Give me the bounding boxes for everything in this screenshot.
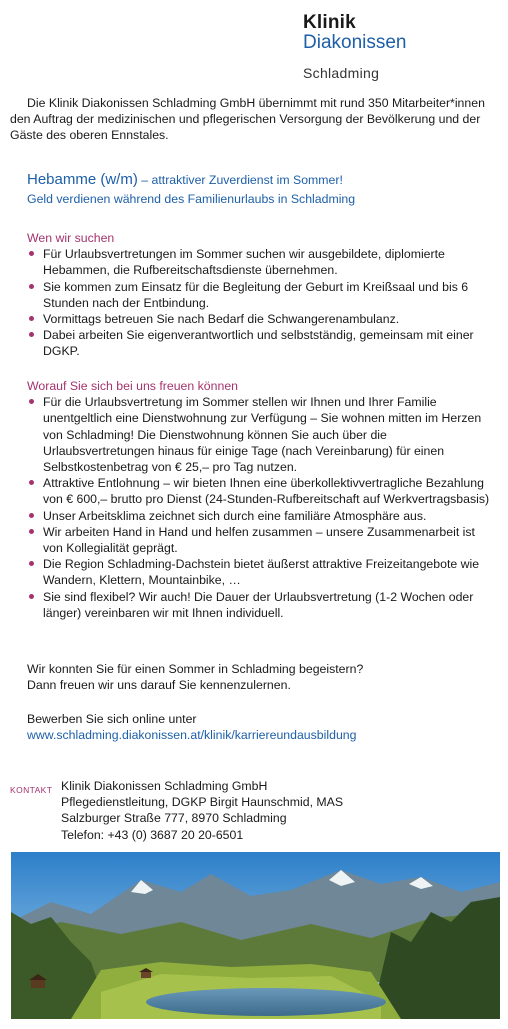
bullet-icon	[29, 594, 34, 599]
section-wanted	[27, 230, 495, 360]
bullet-icon	[29, 480, 34, 485]
section-offer	[27, 378, 495, 621]
list-item: Wir arbeiten Hand in Hand und helfen zusammen – unsere Zusammenarbeit ist von Kollegialität geprägt.	[27, 524, 495, 556]
closing-text	[27, 661, 487, 693]
offer-list	[27, 394, 495, 621]
job-title-suffix: – attraktiver Zuverdienst im Sommer!	[137, 173, 343, 187]
closing-line-2: Dann freuen wir uns darauf Sie kennenzulernen.	[27, 678, 291, 693]
contact-label: KONTAKT	[10, 785, 53, 795]
contact-address: Salzburger Straße 777, 8970 Schladming	[61, 811, 287, 826]
apply-block	[27, 711, 487, 743]
closing-line-1: Wir konnten Sie für einen Sommer in Schladming begeistern?	[27, 662, 364, 676]
list-item: Unser Arbeitsklima zeichnet sich durch eine familiäre Atmosphäre aus.	[27, 508, 495, 524]
job-title	[27, 170, 497, 190]
bullet-icon	[29, 513, 34, 518]
job-subtitle: Geld verdienen während des Familienurlaubs in Schladming	[27, 192, 356, 206]
list-item: Dabei arbeiten Sie eigenverantwortlich und selbstständig, gemeinsam mit einer DGKP.	[27, 327, 495, 359]
bullet-icon	[29, 284, 34, 289]
bullet-icon	[29, 251, 34, 256]
section-heading-wanted: Wen wir suchen	[27, 231, 115, 245]
list-item: Vormittags betreuen Sie nach Bedarf die Schwangerenambulanz.	[27, 311, 495, 327]
contact-person: Pflegedienstleitung, DGKP Birgit Haunschmid, MAS	[61, 795, 344, 810]
bullet-icon	[29, 332, 34, 337]
contact-phone: Telefon: +43 (0) 3687 20 20-6501	[61, 827, 244, 842]
wanted-list	[27, 246, 495, 359]
list-item: Sie sind flexibel? Wir auch! Die Dauer der Urlaubsvertretung (1-2 Wochen oder länger) vereinbaren wir mit Ihnen individuell.	[27, 589, 495, 621]
career-link[interactable]: www.schladming.diakonissen.at/klinik/karriereundausbildung	[27, 728, 357, 743]
list-item: Für Urlaubsvertretungen im Sommer suchen wir ausgebildete, diplomierte Hebammen, die Rufbereitschaftsdienste übernehmen.	[27, 246, 495, 278]
intro-paragraph: Die Klinik Diakonissen Schladming GmbH übernimmt mit rund 350 Mitarbeiter*innen den Auftrag der medizinischen und pflegerischen Versorgung der Bevölkerung und der Gäste des oberen Ennstales.	[10, 96, 485, 143]
bullet-icon	[29, 529, 34, 534]
list-item: Die Region Schladming-Dachstein bietet äußerst attraktive Freizeitangebote wie Wandern, Klettern, Mountainbike, …	[27, 556, 495, 588]
logo-line-diakonissen: Diakonissen	[303, 32, 407, 53]
section-heading-offer: Worauf Sie sich bei uns freuen können	[27, 379, 238, 393]
mountain-landscape-image	[11, 852, 500, 1019]
bullet-icon	[29, 316, 34, 321]
logo-line-schladming: Schladming	[303, 65, 380, 81]
logo-line-klinik: Klinik	[303, 12, 356, 33]
clinic-logo	[303, 13, 407, 81]
list-item: Attraktive Entlohnung – wir bieten Ihnen eine überkollektivvertragliche Bezahlung von € 600,– brutto pro Dienst (24-Stunden-Rufbereitschaft auf Werkvertragsbasis)	[27, 475, 495, 507]
job-title-main: Hebamme (w/m)	[27, 171, 138, 188]
contact-block	[61, 778, 481, 843]
bullet-icon	[29, 561, 34, 566]
contact-company: Klinik Diakonissen Schladming GmbH	[61, 779, 268, 793]
bullet-icon	[29, 399, 34, 404]
job-header	[27, 170, 497, 209]
list-item: Sie kommen zum Einsatz für die Begleitung der Geburt im Kreißsaal und bis 6 Stunden nach der Entbindung.	[27, 279, 495, 311]
list-item: Für die Urlaubsvertretung im Sommer stellen wir Ihnen und Ihrer Familie unentgeltlich eine Dienstwohnung zur Verfügung – Sie wohnen mitten im Herzen von Schladming! Die Dienstwohnung können Sie auch über die Urlaubsvertretungen hinaus für einige Tage (nach Vereinbarung) für einen Selbstkostenbetrag von € 25,– pro Tag nutzen.	[27, 394, 495, 475]
apply-text: Bewerben Sie sich online unter	[27, 712, 197, 726]
